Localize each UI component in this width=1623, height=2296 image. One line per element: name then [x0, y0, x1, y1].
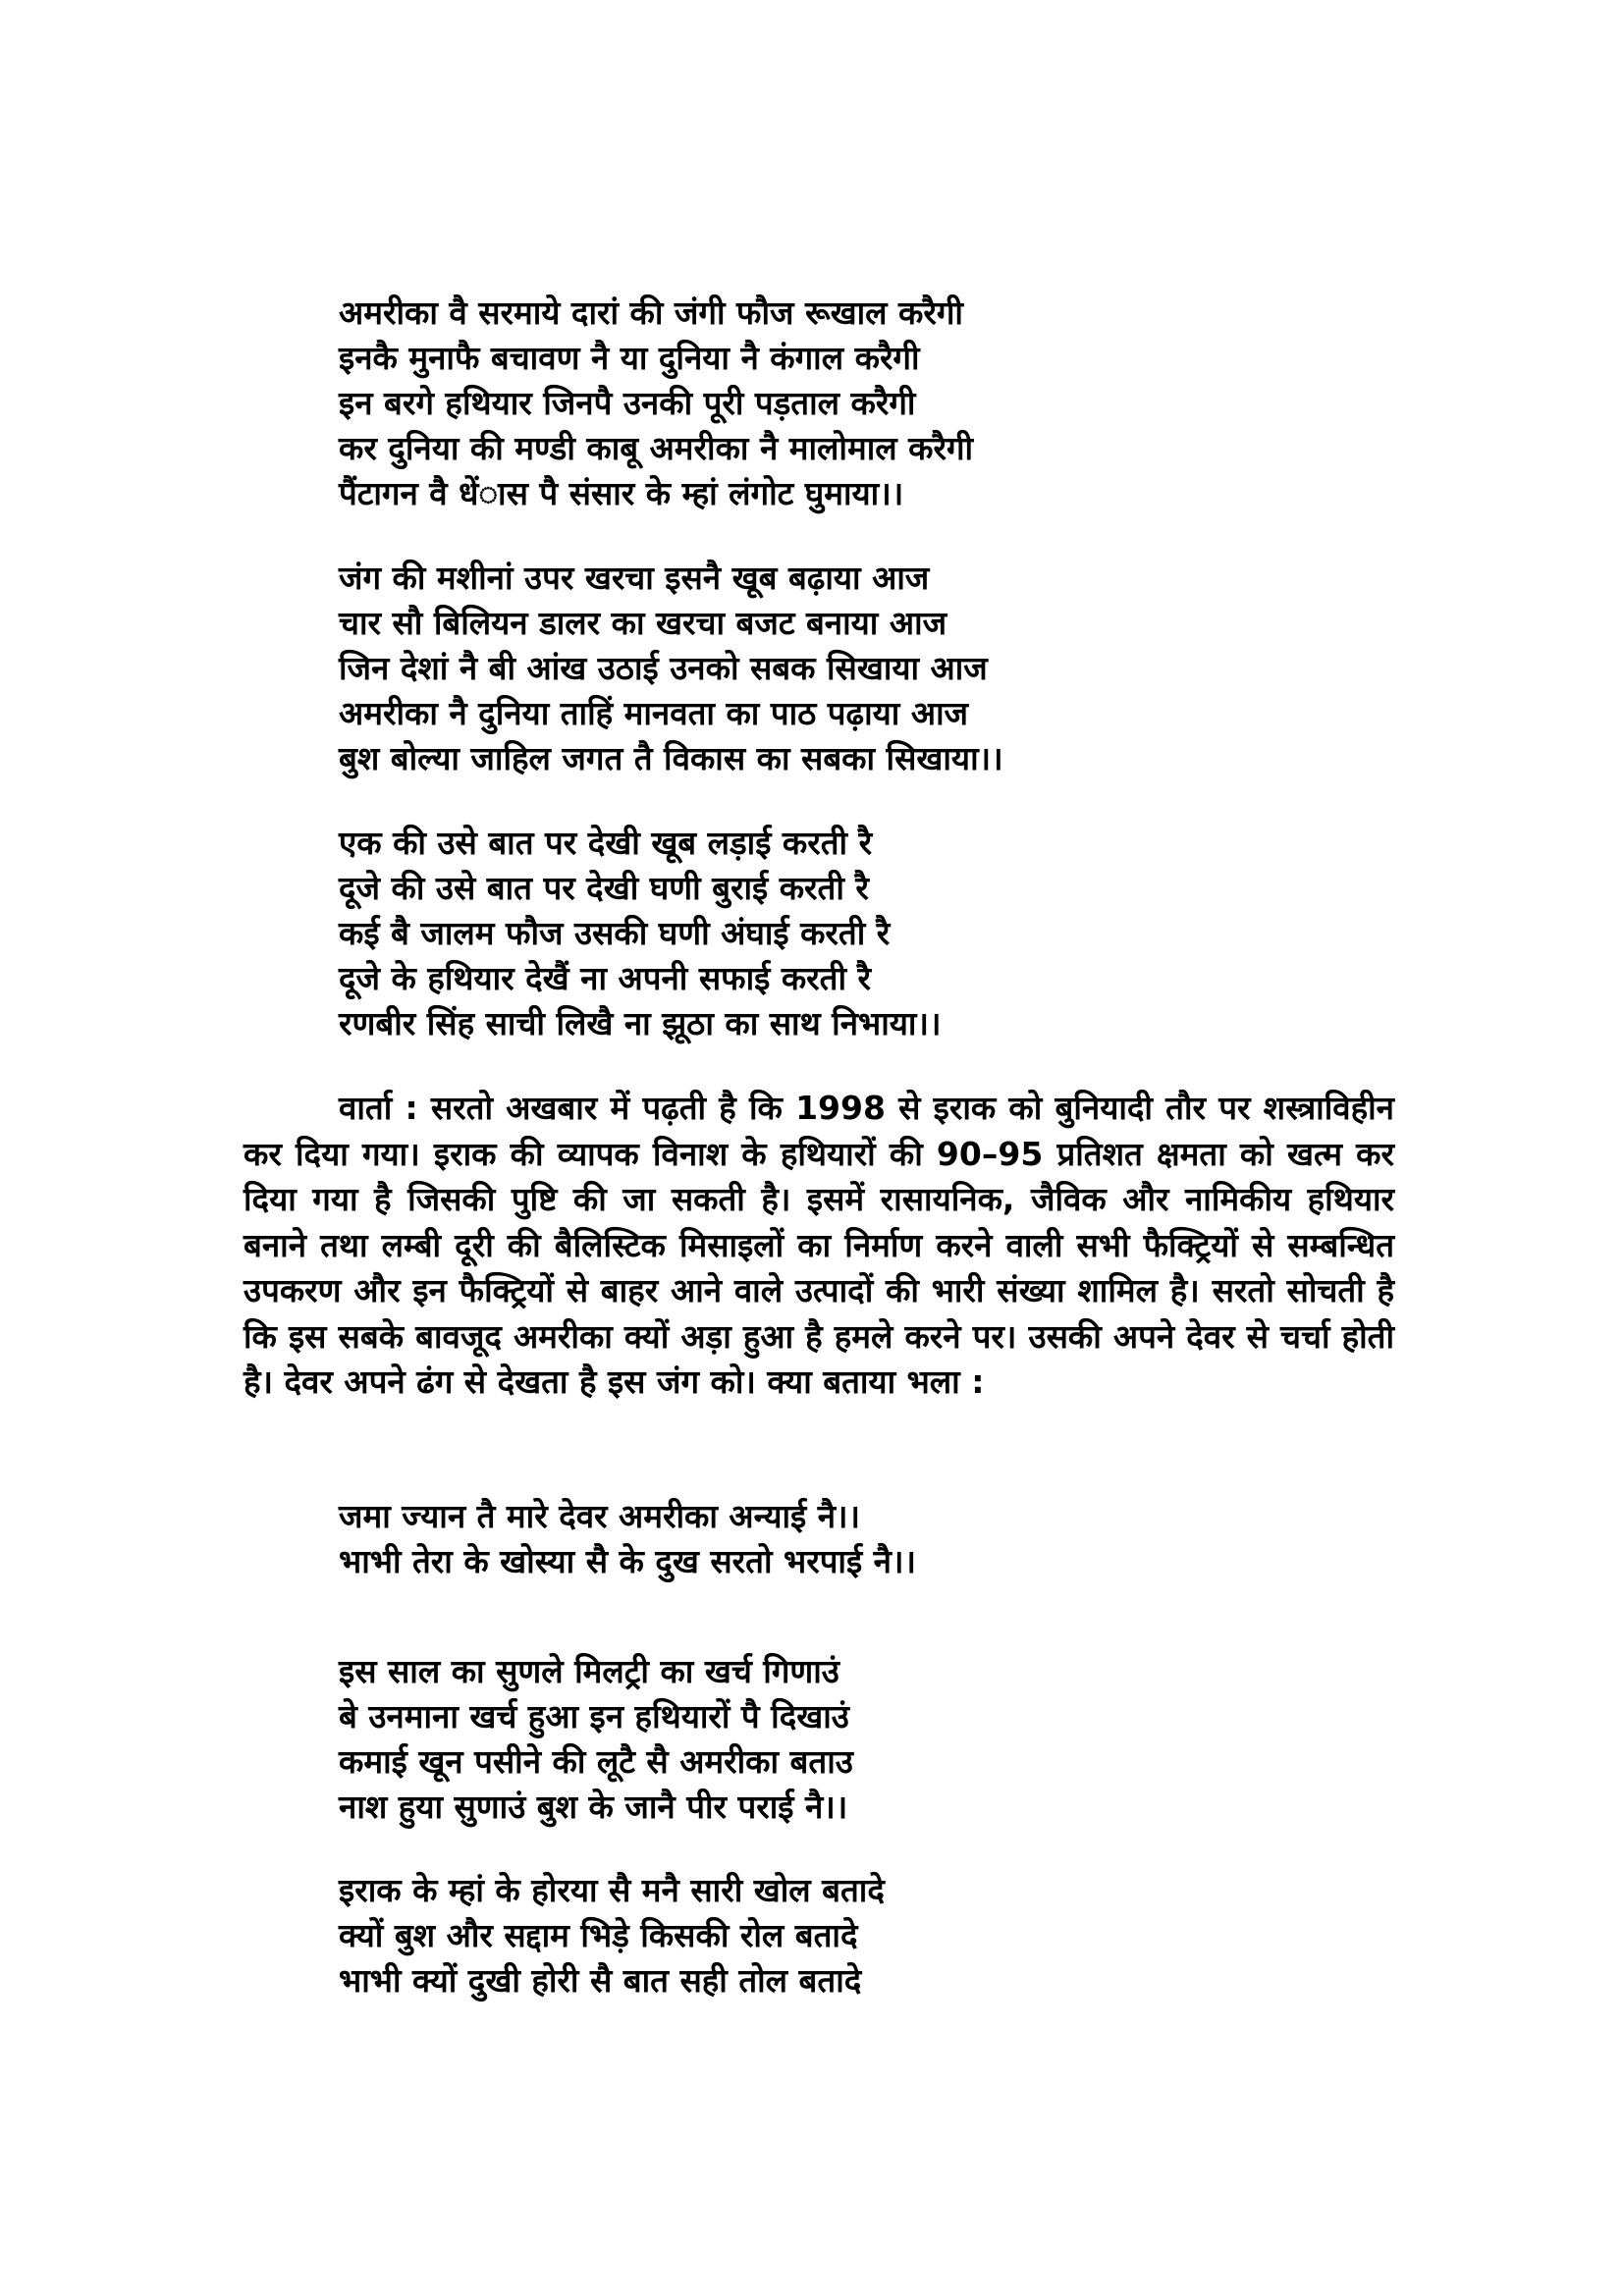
verse-line: पैंटागन वै धेंास पै संसार के म्हां लंगोट घुमाया।। — [339, 474, 904, 512]
verse-line: इस साल का सुणले मिलट्री का खर्च गिणाउं — [339, 1652, 839, 1690]
couplet — [339, 1494, 1419, 1584]
stanza-1 — [339, 291, 1419, 516]
verse-line: बे उनमाना खर्च हुआ इन हथियारों पै दिखाउं — [339, 1697, 849, 1735]
stanza-3 — [339, 821, 1419, 1046]
prose-paragraph: वार्ता : सरतो अखबार में पढ़ती है कि 1998 से इराक को बुनियादी तौर पर शस्त्राविहीन कर दिया गया। इराक की व्यापक विनाश के हथियारों की 90–95 प्रतिशत क्षमता को खत्म कर दिया गया है जिसकी पुष्टि की जा सकती है। इसमें रासायनिक, जैविक और नामिकीय हथियार बनाने तथा लम्बी दूरी की बैलिस्टिक मिसाइलों का निर्माण करने वाली सभी फैक्ट्रियों से सम्बन्धित उपकरण और इन फैक्ट्रियों से बाहर आने वाले उत्पादों की भारी संख्या शामिल है। सरतो सोचती है कि इस सबके बावजूद अमरीका क्यों अड़ा हुआ है हमले करने पर। उसकी अपने देवर से चर्चा होती है। देवर अपने ढंग से देखता है इस जंग को। क्या बताया भला : — [243, 1089, 1394, 1401]
verse-line: जिन देशां नै बी आंख उठाई उनको सबक सिखाया आज — [339, 649, 988, 687]
verse-line: भाभी तेरा के खोस्या सै के दुख सरतो भरपाई नै।। — [339, 1542, 917, 1580]
verse-line: कमाई खून पसीने की लूटै सै अमरीका बताउ — [339, 1742, 853, 1781]
verse-line: एक की उसे बात पर देखी खूब लड़ाई करती रै — [339, 824, 873, 862]
stanza-4 — [339, 1649, 1419, 1830]
verse-line: चार सौ बिलियन डालर का खरचा बजट बनाया आज — [339, 604, 947, 642]
verse-line: रणबीर सिंह साची लिखै ना झूठा का साथ निभाया।। — [339, 1004, 942, 1042]
verse-line: भाभी क्यों दुखी होरी सै बात सही तोल बतादे — [339, 1961, 862, 2000]
stanza-5 — [339, 1868, 1419, 2003]
verse-line: दूजे के हथियार देखैं ना अपनी सफाई करती रै — [339, 959, 871, 997]
verse-line: दूजे की उसे बात पर देखी घणी बुराई करती रै — [339, 869, 869, 907]
verse-line: बुश बोल्या जाहिल जगत तै विकास का सबका सिखाया।। — [339, 739, 1003, 777]
verse-line: इन बरगे हथियार जिनपै उनकी पूरी पड़ताल करैगी — [339, 384, 916, 422]
verse-line: क्यों बुश और सद्दाम भिड़े किसकी रोल बतादे — [339, 1916, 858, 1954]
verse-line: इनकै मुनाफै बचावण नै या दुनिया नै कंगाल करैगी — [339, 339, 920, 377]
stanza-2 — [339, 556, 1419, 781]
verse-line: नाश हुया सुणाउं बुश के जानै पीर पराई नै।। — [339, 1788, 848, 1826]
verse-line: अमरीका वै सरमाये दारां की जंगी फौज रूखाल करैगी — [339, 294, 963, 332]
prose-section — [243, 1086, 1394, 1406]
verse-line: अमरीका नै दुनिया ताहिं मानवता का पाठ पढ़ाया आज — [339, 694, 969, 732]
verse-line: कई बै जालम फौज उसकी घणी अंघाई करती रै — [339, 914, 891, 952]
verse-line: जमा ज्यान तै मारे देवर अमरीका अन्याई नै।। — [339, 1497, 861, 1535]
verse-line: जंग की मशीनां उपर खरचा इसनै खूब बढ़ाया आज — [339, 559, 930, 597]
verse-line: इराक के म्हां के होरया सै मनै सारी खोल बतादे — [339, 1871, 885, 1909]
verse-line: कर दुनिया की मण्डी काबू अमरीका नै मालोमाल करैगी — [339, 429, 974, 467]
